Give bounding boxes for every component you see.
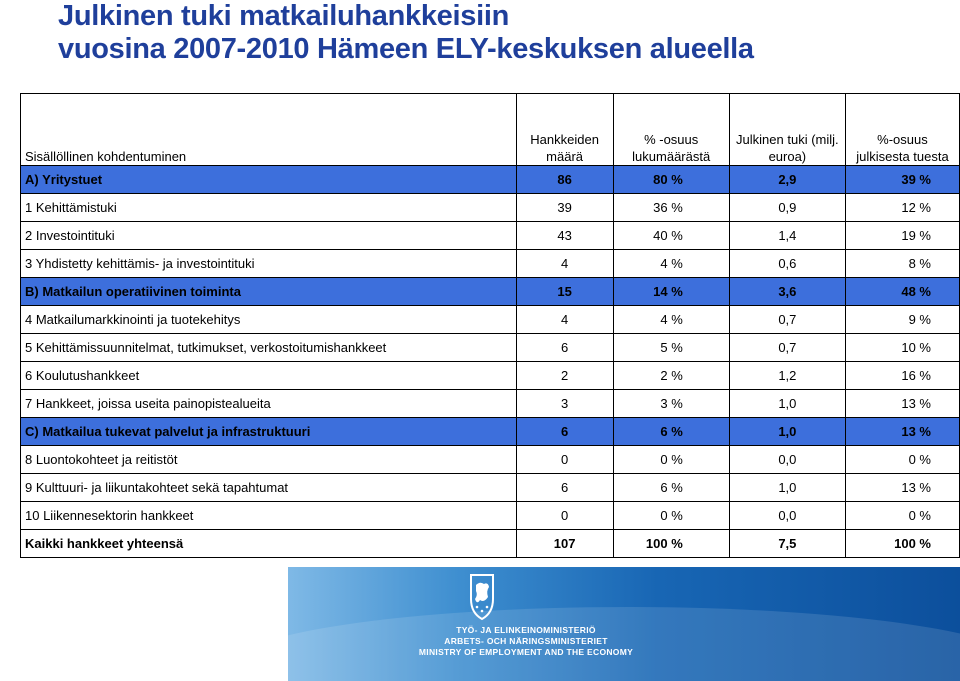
row-label: Kaikki hankkeet yhteensä [21,530,517,558]
category-row [21,418,960,446]
table-body [21,166,960,558]
table-row [21,502,960,530]
row-support: 1,0 [729,390,845,418]
row-label: 7 Hankkeet, joissa useita painopistealueita [21,390,517,418]
row-support: 0,9 [729,194,845,222]
row-support: 1,0 [729,418,845,446]
row-label: 9 Kulttuuri- ja liikuntakohteet sekä tapahtumat [21,474,517,502]
row-count: 6 [516,474,613,502]
header-count: Hankkeiden määrä [516,94,613,166]
row-pct-support: 8 % [845,250,959,278]
row-count: 4 [516,250,613,278]
row-count: 3 [516,390,613,418]
row-pct-count: 5 % [613,334,729,362]
row-label: 10 Liikennesektorin hankkeet [21,502,517,530]
table-row [21,362,960,390]
row-support: 0,7 [729,306,845,334]
ministry-name [376,625,676,658]
row-pct-count: 6 % [613,418,729,446]
row-support: 3,6 [729,278,845,306]
row-label: A) Yritystuet [21,166,517,194]
support-table [20,93,960,558]
row-count: 0 [516,446,613,474]
row-pct-count: 4 % [613,250,729,278]
row-pct-count: 80 % [613,166,729,194]
header-pct-support: %-osuus julkisesta tuesta [845,94,959,166]
row-pct-support: 48 % [845,278,959,306]
row-label: 1 Kehittämistuki [21,194,517,222]
row-pct-count: 100 % [613,530,729,558]
title-line-1: Julkinen tuki matkailuhankkeisiin [58,0,510,32]
row-support: 1,4 [729,222,845,250]
row-pct-support: 13 % [845,474,959,502]
row-pct-count: 2 % [613,362,729,390]
category-row [21,278,960,306]
finnish-lion-crest-icon [468,573,496,621]
row-pct-support: 13 % [845,418,959,446]
page-title [58,0,754,66]
row-pct-support: 10 % [845,334,959,362]
row-label: C) Matkailua tukevat palvelut ja infrastruktuuri [21,418,517,446]
row-pct-support: 16 % [845,362,959,390]
row-support: 0,0 [729,502,845,530]
ministry-banner [288,567,960,681]
row-count: 39 [516,194,613,222]
total-row [21,530,960,558]
row-count: 15 [516,278,613,306]
row-label: 2 Investointituki [21,222,517,250]
row-support: 2,9 [729,166,845,194]
row-pct-count: 0 % [613,446,729,474]
row-support: 1,2 [729,362,845,390]
row-support: 7,5 [729,530,845,558]
row-support: 0,0 [729,446,845,474]
table-row [21,474,960,502]
table-row [21,306,960,334]
row-pct-count: 6 % [613,474,729,502]
row-count: 6 [516,334,613,362]
table-row [21,390,960,418]
row-label: 5 Kehittämissuunnitelmat, tutkimukset, verkostoitumishankkeet [21,334,517,362]
row-pct-support: 13 % [845,390,959,418]
row-label: 3 Yhdistetty kehittämis- ja investointituki [21,250,517,278]
table-row [21,446,960,474]
row-pct-support: 12 % [845,194,959,222]
row-label: 8 Luontokohteet ja reitistöt [21,446,517,474]
title-line-2: vuosina 2007-2010 Hämeen ELY-keskuksen alueella [58,33,754,65]
row-label: B) Matkailun operatiivinen toiminta [21,278,517,306]
row-support: 1,0 [729,474,845,502]
row-pct-support: 0 % [845,446,959,474]
table-row [21,250,960,278]
row-pct-count: 14 % [613,278,729,306]
row-pct-support: 0 % [845,502,959,530]
header-support: Julkinen tuki (milj. euroa) [729,94,845,166]
table-row [21,194,960,222]
row-count: 0 [516,502,613,530]
row-count: 2 [516,362,613,390]
header-pct-count: % -osuus lukumäärästä [613,94,729,166]
row-support: 0,7 [729,334,845,362]
row-count: 107 [516,530,613,558]
ministry-name-fi: TYÖ- JA ELINKEINOMINISTERIÖ [456,625,596,635]
table-row [21,222,960,250]
row-count: 86 [516,166,613,194]
row-pct-count: 40 % [613,222,729,250]
row-pct-count: 36 % [613,194,729,222]
row-support: 0,6 [729,250,845,278]
header-row [21,94,960,166]
table-row [21,334,960,362]
ministry-name-en: MINISTRY OF EMPLOYMENT AND THE ECONOMY [418,647,634,657]
row-count: 4 [516,306,613,334]
row-count: 43 [516,222,613,250]
row-label: 6 Koulutushankkeet [21,362,517,390]
row-pct-support: 9 % [845,306,959,334]
row-count: 6 [516,418,613,446]
row-pct-count: 4 % [613,306,729,334]
category-row [21,166,960,194]
row-pct-support: 39 % [845,166,959,194]
row-label: 4 Matkailumarkkinointi ja tuotekehitys [21,306,517,334]
row-pct-count: 3 % [613,390,729,418]
ministry-name-sv: ARBETS- OCH NÄRINGSMINISTERIET [444,636,608,646]
row-pct-support: 19 % [845,222,959,250]
row-pct-count: 0 % [613,502,729,530]
row-pct-support: 100 % [845,530,959,558]
header-category: Sisällöllinen kohdentuminen [21,94,517,166]
